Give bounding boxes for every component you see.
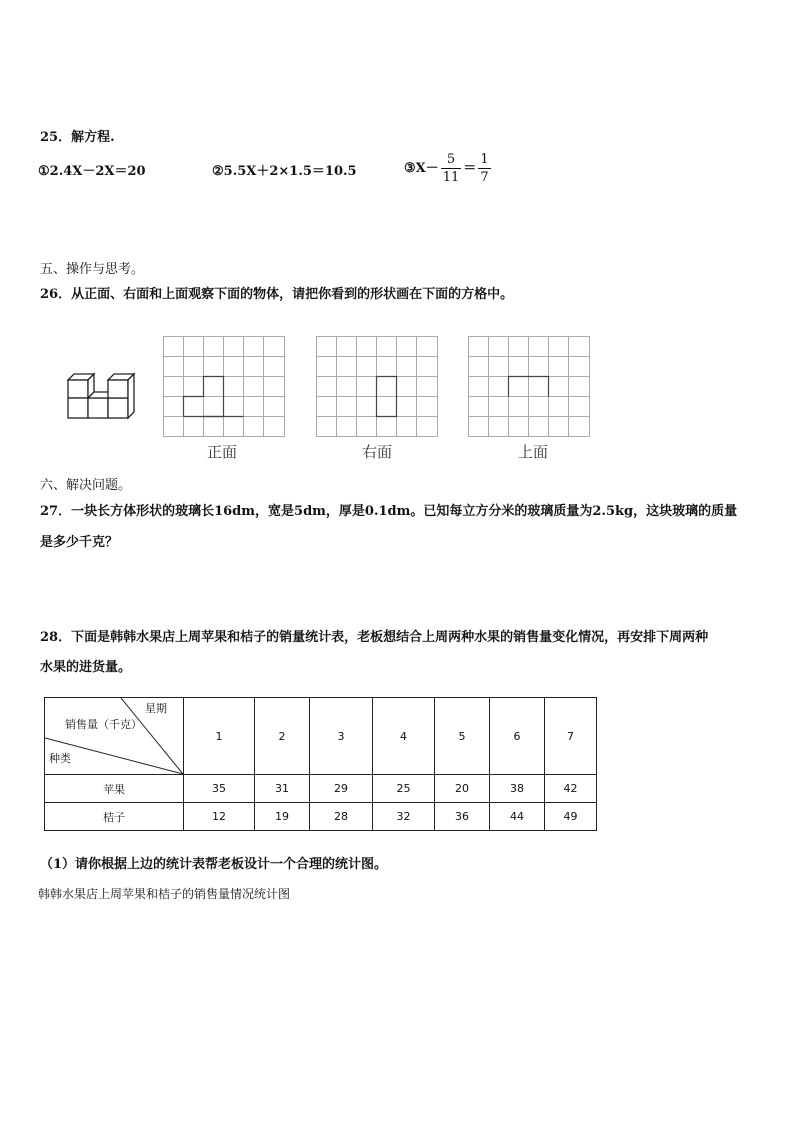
equation-3 xyxy=(404,151,493,186)
header-sales-label: 销售量（千克） xyxy=(65,718,142,731)
fraction-numerator: 1 xyxy=(480,152,489,167)
row-label-orange: 桔子 xyxy=(45,803,184,831)
q28-line-1: 28．下面是韩韩水果店上周苹果和桔子的销量统计表，老板想结合上周两种水果的销售量变化情况，再安排下周两种 xyxy=(40,630,709,645)
top-view-label: 上面 xyxy=(518,443,549,461)
right-view-grid[interactable] xyxy=(316,336,440,438)
fraction-denominator: 11 xyxy=(442,170,460,185)
table-cell: 19 xyxy=(255,803,310,831)
section-6-title: 六、解决问题。 xyxy=(40,478,132,493)
day-cell: 6 xyxy=(490,698,545,775)
table-cell: 38 xyxy=(490,775,545,803)
table-cell: 25 xyxy=(373,775,435,803)
front-view-label: 正面 xyxy=(207,443,238,461)
equation-1: ①2.4X－2X＝20 xyxy=(38,164,146,179)
right-view-label: 右面 xyxy=(362,443,393,461)
fraction-denominator: 7 xyxy=(480,170,489,185)
table-row xyxy=(45,803,597,831)
day-cell: 7 xyxy=(545,698,597,775)
table-cell: 29 xyxy=(310,775,373,803)
table-cell: 35 xyxy=(184,775,255,803)
header-week-label: 星期 xyxy=(145,702,167,715)
day-cell: 3 xyxy=(310,698,373,775)
header-kind-label: 种类 xyxy=(49,752,71,765)
table-cell: 49 xyxy=(545,803,597,831)
top-view-grid[interactable] xyxy=(468,336,592,438)
table-cell: 31 xyxy=(255,775,310,803)
diagonal-header-cell xyxy=(45,698,184,775)
q25-title: 25．解方程. xyxy=(40,130,115,145)
table-header-row xyxy=(45,698,597,775)
day-cell: 2 xyxy=(255,698,310,775)
table-cell: 44 xyxy=(490,803,545,831)
equals-sign: ＝ xyxy=(463,161,477,176)
section-5-title: 五、操作与思考。 xyxy=(40,262,145,277)
q28-line-2: 水果的进货量。 xyxy=(40,660,132,675)
table-cell: 36 xyxy=(435,803,490,831)
day-cell: 4 xyxy=(373,698,435,775)
fraction-1-7 xyxy=(478,151,490,186)
day-cell: 5 xyxy=(435,698,490,775)
equation-3-prefix: ③X－ xyxy=(404,161,439,176)
q27-line-2: 是多少千克？ xyxy=(40,535,119,550)
equation-2: ②5.5X＋2×1.5＝10.5 xyxy=(212,164,357,179)
front-view-grid[interactable] xyxy=(163,336,287,438)
table-cell: 20 xyxy=(435,775,490,803)
table-row xyxy=(45,775,597,803)
table-cell: 28 xyxy=(310,803,373,831)
fraction-5-11 xyxy=(441,151,462,186)
row-label-apple: 苹果 xyxy=(45,775,184,803)
table-cell: 42 xyxy=(545,775,597,803)
table-cell: 32 xyxy=(373,803,435,831)
day-cell: 1 xyxy=(184,698,255,775)
q28-sub-question-1: （1）请你根据上边的统计表帮老板设计一个合理的统计图。 xyxy=(40,857,388,872)
sales-table xyxy=(44,697,597,831)
chart-title: 韩韩水果店上周苹果和桔子的销售量情况统计图 xyxy=(38,887,291,901)
cube-object-figure xyxy=(62,368,146,436)
table-cell: 12 xyxy=(184,803,255,831)
q26-title: 26．从正面、右面和上面观察下面的物体，请把你看到的形状画在下面的方格中。 xyxy=(40,287,514,302)
fraction-numerator: 5 xyxy=(441,151,462,169)
q27-line-1: 27．一块长方体形状的玻璃长16dm，宽是5dm，厚是0.1dm。已知每立方分米的玻璃质量为2.5kg，这块玻璃的质量 xyxy=(40,504,738,519)
